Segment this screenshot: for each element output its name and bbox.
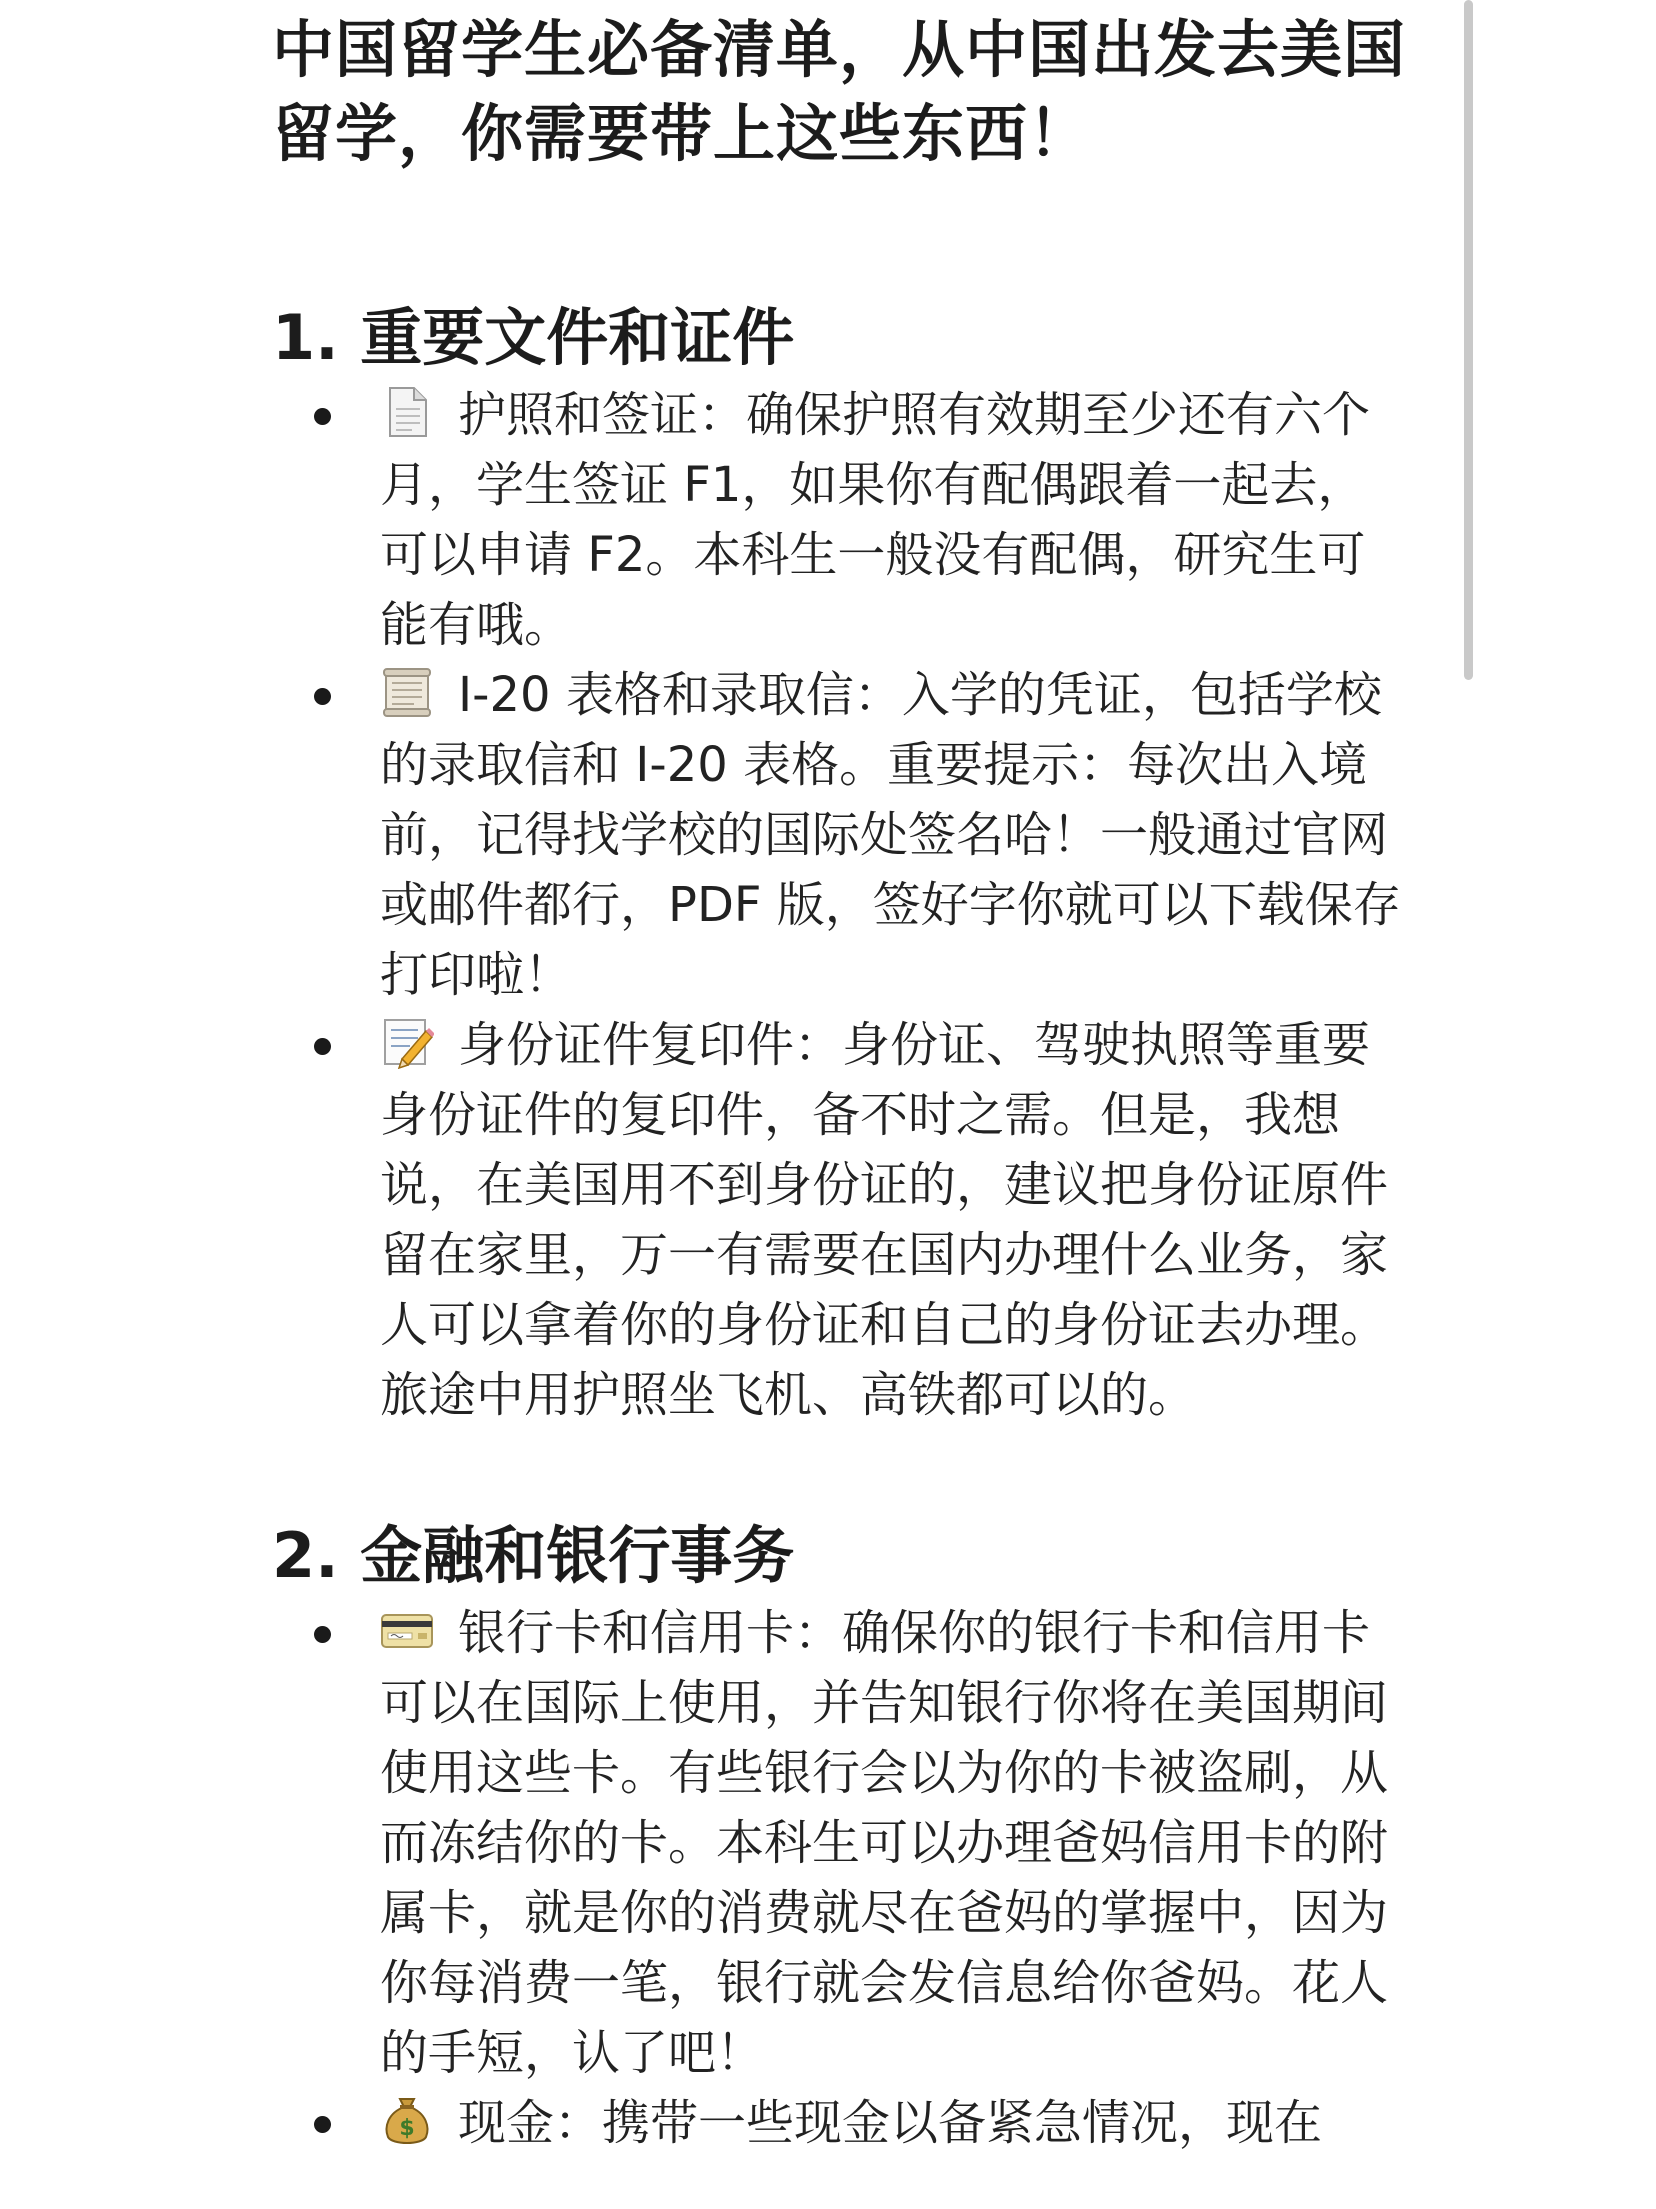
money-bag-icon xyxy=(380,2093,434,2147)
scrollbar[interactable] xyxy=(1464,0,1473,680)
list-item xyxy=(272,1598,1412,2088)
list-item-text: 现金：携带一些现金以备紧急情况，现在 xyxy=(458,2095,1323,2151)
documents-list xyxy=(272,380,1412,1430)
list-item xyxy=(272,1010,1412,1430)
svg-text:$: $ xyxy=(399,2116,415,2141)
page-icon xyxy=(380,385,434,439)
list-item-text: 银行卡和信用卡：确保你的银行卡和信用卡可以在国际上使用，并告知银行你将在美国期间使用这些卡。有些银行会以为你的卡被盗刷，从而冻结你的卡。本科生可以办理爸妈信用卡的附属卡，就是你的消费就尽在爸妈的掌握中，因为你每消费一笔，银行就会发信息给你爸妈。花人的手短，认了吧！ xyxy=(380,1605,1389,2081)
section-heading-finance: 2. 金融和银行事务 xyxy=(272,1519,795,1592)
list-item xyxy=(272,2088,1412,2158)
section-heading-documents: 1. 重要文件和证件 xyxy=(272,301,795,374)
scroll-icon xyxy=(380,665,434,719)
bullet-dot xyxy=(314,408,331,425)
bullet-dot xyxy=(314,2116,331,2133)
list-item-text: I-20 表格和录取信：入学的凭证，包括学校的录取信和 I-20 表格。重要提示：每次出入境前，记得找学校的国际处签名哈！一般通过官网或邮件都行，PDF 版，签好字你就可以下载保存打印啦！ xyxy=(380,667,1401,1003)
list-item-text: 身份证件复印件：身份证、驾驶执照等重要身份证件的复印件，备不时之需。但是，我想说，在美国用不到身份证的，建议把身份证原件留在家里，万一有需要在国内办理什么业务，家人可以拿着你的身份证和自己的身份证去办理。旅途中用护照坐飞机、高铁都可以的。 xyxy=(380,1017,1389,1423)
credit-card-icon xyxy=(380,1603,434,1657)
list-item xyxy=(272,660,1412,1010)
bullet-dot xyxy=(314,1626,331,1643)
bullet-dot xyxy=(314,1038,331,1055)
list-item-text: 护照和签证：确保护照有效期至少还有六个月，学生签证 F1，如果你有配偶跟着一起去，可以申请 F2。本科生一般没有配偶，研究生可能有哦。 xyxy=(380,387,1371,653)
article-content xyxy=(272,0,1412,2158)
finance-list xyxy=(272,1598,1412,2158)
bullet-dot xyxy=(314,688,331,705)
memo-icon xyxy=(380,1015,434,1069)
page-title: 中国留学生必备清单，从中国出发去美国留学，你需要带上这些东西！ xyxy=(272,13,1407,170)
list-item xyxy=(272,380,1412,660)
